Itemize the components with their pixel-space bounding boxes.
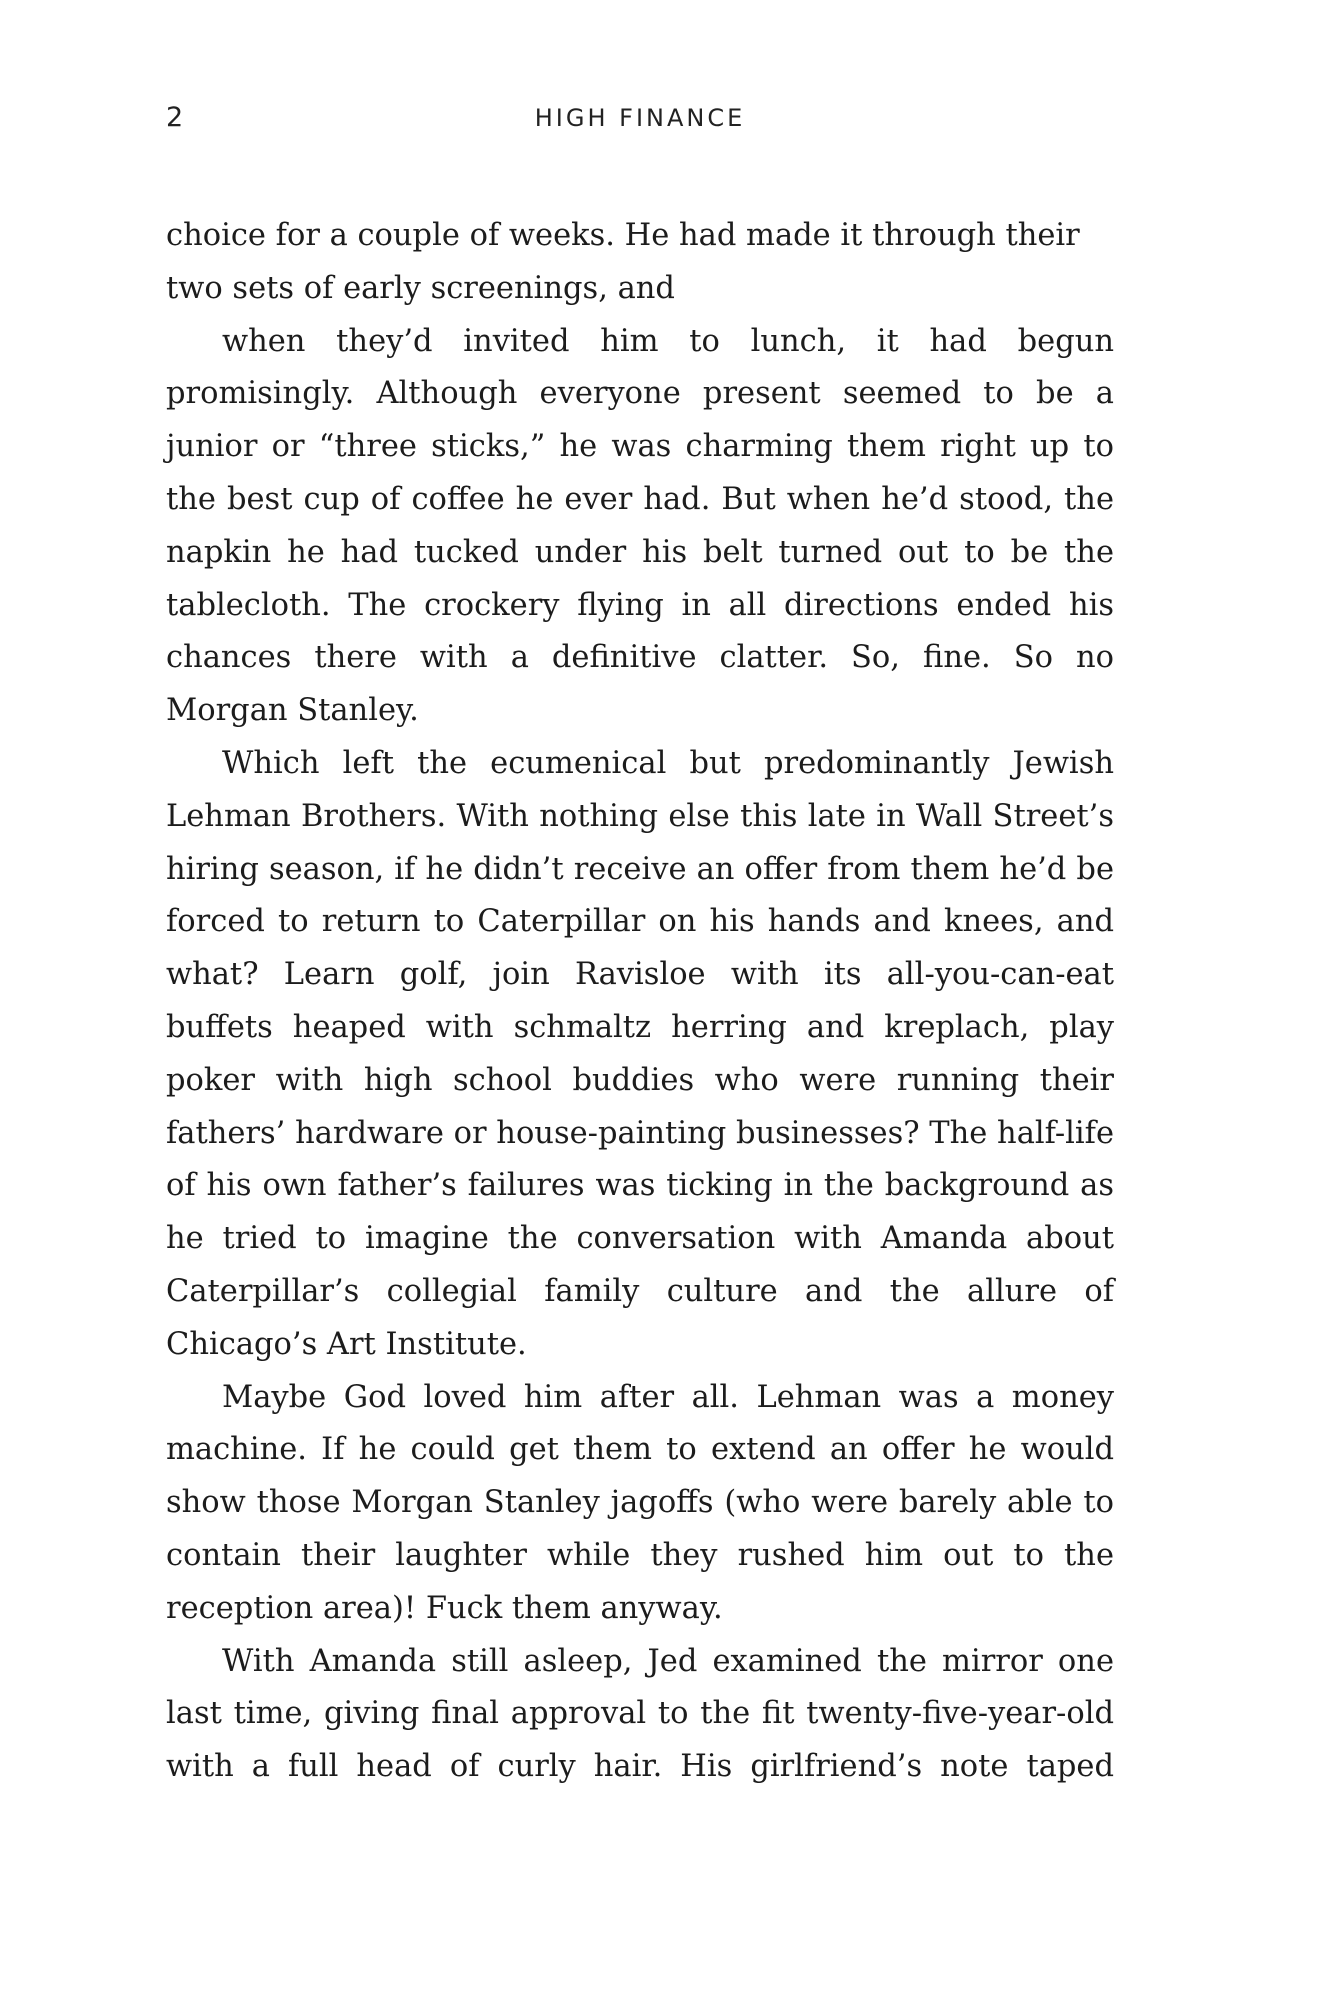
running-head [166, 102, 1114, 142]
paragraph: Which left the ecumenical but predominantly Jewish Lehman Brothers. With nothing else this late in Wall Street’s hiring season, if he didn’t receive an offer from them he’d be forced to return to Caterpillar on his hands and knees, and what? Learn golf, join Ravisloe with its all-you-can-eat buffets heaped with schmaltz herring and kreplach, play poker with high school buddies who were running their fathers’ hardware or house-painting businesses? The half-life of his own father’s failures was ticking in the background as he tried to imagine the conversation with Amanda about Caterpillar’s collegial family culture and the allure of Chicago’s Art Institute. [166, 745, 1114, 1362]
paragraph-continues: With Amanda still asleep, Jed examined the mirror one last time, giving final approval to the fit twenty-five-year-old with a full head of curly hair. His girlfriend’s note taped [166, 1643, 1114, 1785]
running-title: HIGH FINANCE [534, 104, 746, 132]
page-number: 2 [166, 102, 185, 133]
paragraph-continued: choice for a couple of weeks. He had made it through their two sets of early screenings, and [166, 218, 1080, 306]
paragraph: Maybe God loved him after all. Lehman was a money machine. If he could get them to extend an offer he would show those Morgan Stanley jagoffs (who were barely able to contain their laughter while they rushed him out to the reception area)! Fuck them anyway. [166, 1379, 1114, 1626]
paragraph: when they’d invited him to lunch, it had begun promisingly. Although everyone present seemed to be a junior or “three sticks,” he was charming them right up to the best cup of coffee he ever had. But when he’d stood, the napkin he had tucked under his belt turned out to be the tablecloth. The crockery flying in all directions ended his chances there with a definitive clatter. So, fine. So no Morgan Stanley. [166, 323, 1114, 729]
body-text [166, 210, 1114, 1794]
